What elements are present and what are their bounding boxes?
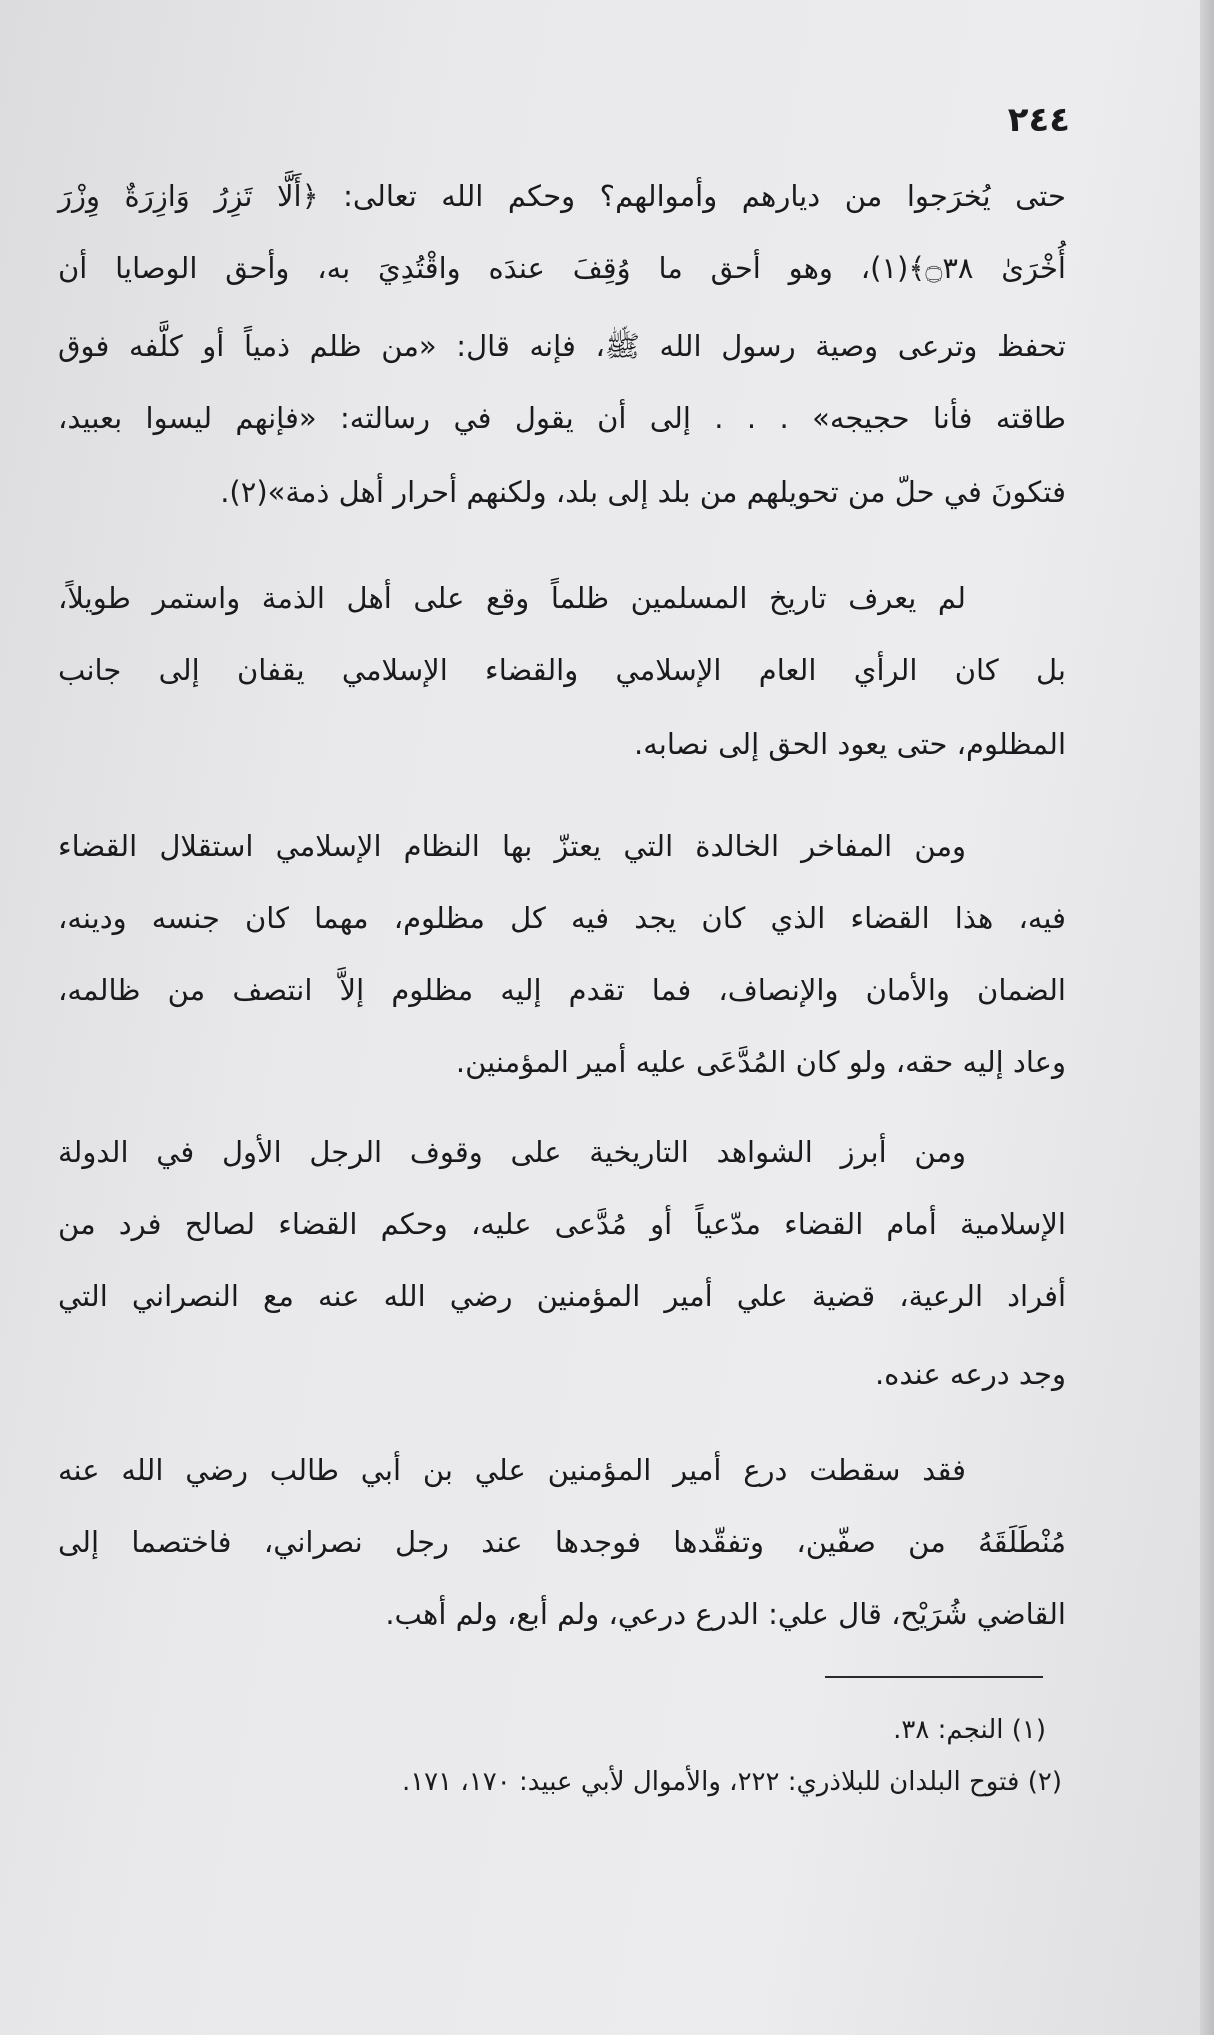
footnote-separator bbox=[825, 1676, 1043, 1678]
paragraph-5-line: القاضي شُرَيْح، قال علي: الدرع درعي، ولم أبع، ولم أهب. bbox=[385, 1597, 1066, 1631]
paragraph-4-line: ومن أبرز الشواهد التاريخية على وقوف الرجل الأول في الدولة bbox=[58, 1135, 966, 1169]
paragraph-3-line: الضمان والأمان والإنصاف، فما تقدم إليه مظلوم إلاَّ انتصف من ظالمه، bbox=[58, 973, 1066, 1007]
paragraph-4-line: وجد درعه عنده. bbox=[874, 1357, 1066, 1391]
paragraph-1-line: طاقته فأنا حجيجه» . . . إلى أن يقول في رسالته: «فإنهم ليسوا بعبيد، bbox=[58, 401, 1066, 435]
paragraph-4-line: أفراد الرعية، قضية علي أمير المؤمنين رضي الله عنه مع النصراني التي bbox=[58, 1279, 1066, 1313]
paragraph-3-line: وعاد إليه حقه، ولو كان المُدَّعَى عليه أمير المؤمنين. bbox=[455, 1045, 1066, 1079]
paragraph-1-line: تحفظ وترعى وصية رسول الله ﷺ، فإنه قال: «من ظلم ذمياً أو كلَّفه فوق bbox=[58, 329, 1066, 363]
paragraph-3-line: فيه، هذا القضاء الذي كان يجد فيه كل مظلوم، مهما كان جنسه ودينه، bbox=[58, 901, 1066, 935]
footnote-2: (٢) فتوح البلدان للبلاذري: ٢٢٢، والأموال لأبي عبيد: ١٧٠، ١٧١. bbox=[401, 1767, 1062, 1797]
page-number: ٢٤٤ bbox=[1007, 100, 1070, 140]
page-edge bbox=[1200, 0, 1214, 2035]
paragraph-1-line: فتكونَ في حلّ من تحويلهم من بلد إلى بلد، ولكنهم أحرار أهل ذمة»(٢). bbox=[220, 475, 1066, 509]
paragraph-5-line: فقد سقطت درع أمير المؤمنين علي بن أبي طالب رضي الله عنه bbox=[58, 1453, 966, 1487]
paragraph-2-line: المظلوم، حتى يعود الحق إلى نصابه. bbox=[634, 727, 1066, 761]
paragraph-1-line: أُخْرَىٰ ۝٣٨﴾(١)، وهو أحق ما وُقِفَ عندَه واقْتُدِيَ به، وأحق الوصايا أن bbox=[58, 251, 1066, 285]
footnote-1: (١) النجم: ٣٨. bbox=[893, 1715, 1046, 1745]
paragraph-4-line: الإسلامية أمام القضاء مدّعياً أو مُدَّعى عليه، وحكم القضاء لصالح فرد من bbox=[58, 1207, 1066, 1241]
paragraph-2-line: لم يعرف تاريخ المسلمين ظلماً وقع على أهل الذمة واستمر طويلاً، bbox=[58, 581, 966, 615]
paragraph-3-line: ومن المفاخر الخالدة التي يعتزّ بها النظام الإسلامي استقلال القضاء bbox=[58, 829, 966, 863]
paragraph-5-line: مُنْطَلَقَهُ من صفّين، وتفقّدها فوجدها عند رجل نصراني، فاختصما إلى bbox=[58, 1525, 1066, 1559]
paragraph-2-line: بل كان الرأي العام الإسلامي والقضاء الإسلامي يقفان إلى جانب bbox=[58, 653, 1066, 687]
paragraph-1-line: حتى يُخرَجوا من ديارهم وأموالهم؟ وحكم الله تعالى: ﴿أَلَّا تَزِرُ وَازِرَةٌ وِزْرَ bbox=[58, 179, 1066, 213]
